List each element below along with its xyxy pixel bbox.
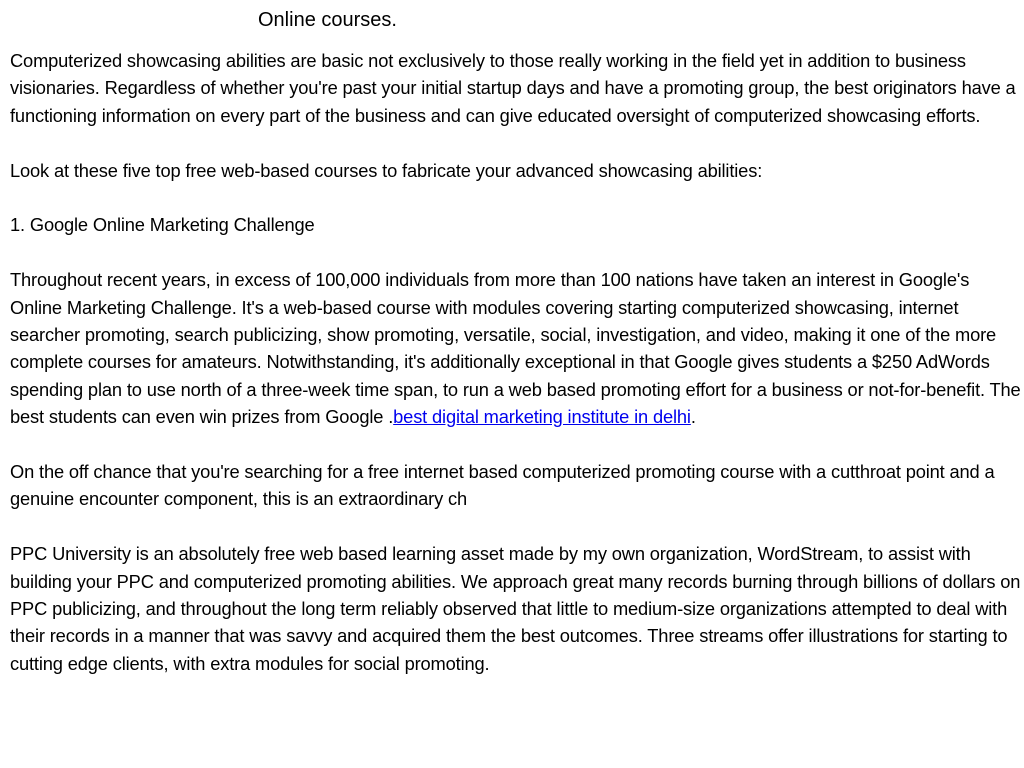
off-chance-paragraph: On the off chance that you're searching for a free internet based computerized promoting course with a cutthroat point and a genuine encounter component, this is an extraordinary ch xyxy=(10,461,995,510)
document-body xyxy=(10,47,1022,705)
intro-paragraph: Computerized showcasing abilities are basic not exclusively to those really working in the field yet in addition to business visionaries. Regardless of whether you're past your initial startup days and have a promoting group, the best originators have a functioning information on every part of the business and can give educated oversight of computerized showcasing efforts. xyxy=(10,50,1016,126)
document-title: Online courses. xyxy=(258,9,397,31)
institute-link[interactable]: best digital marketing institute in delhi xyxy=(393,406,691,428)
course-heading-google: 1. Google Online Marketing Challenge xyxy=(10,214,315,236)
google-challenge-paragraph xyxy=(10,266,1022,430)
link-trailing-punctuation: . xyxy=(690,406,696,428)
google-challenge-text: Throughout recent years, in excess of 100,000 individuals from more than 100 nations have taken an interest in Google's Online Marketing Challenge. It's a web-based course with modules covering starting computerized showcasing, internet searcher promoting, search publicizing, show promoting, versatile, social, investigation, and video, making it one of the more complete courses for amateurs. Notwithstanding, it's additionally exceptional in that Google gives students a $250 AdWords spending plan to use north of a three-week time span, to run a web based promoting effort for a business or not-for-benefit. The best students can even win prizes from Google . xyxy=(10,269,1021,428)
lead-in-paragraph: Look at these five top free web-based courses to fabricate your advanced showcasing abilities: xyxy=(10,159,763,181)
ppc-university-paragraph: PPC University is an absolutely free web based learning asset made by my own organization, WordStream, to assist with building your PPC and computerized promoting abilities. We approach great many records burning through billions of dollars on PPC publicizing, and throughout the long term reliably observed that little to medium-size organizations attempted to deal with their records in a manner that was savvy and acquired them the best outcomes. Three streams offer illustrations for starting to cutting edge clients, with extra modules for social promoting. xyxy=(10,543,1021,674)
